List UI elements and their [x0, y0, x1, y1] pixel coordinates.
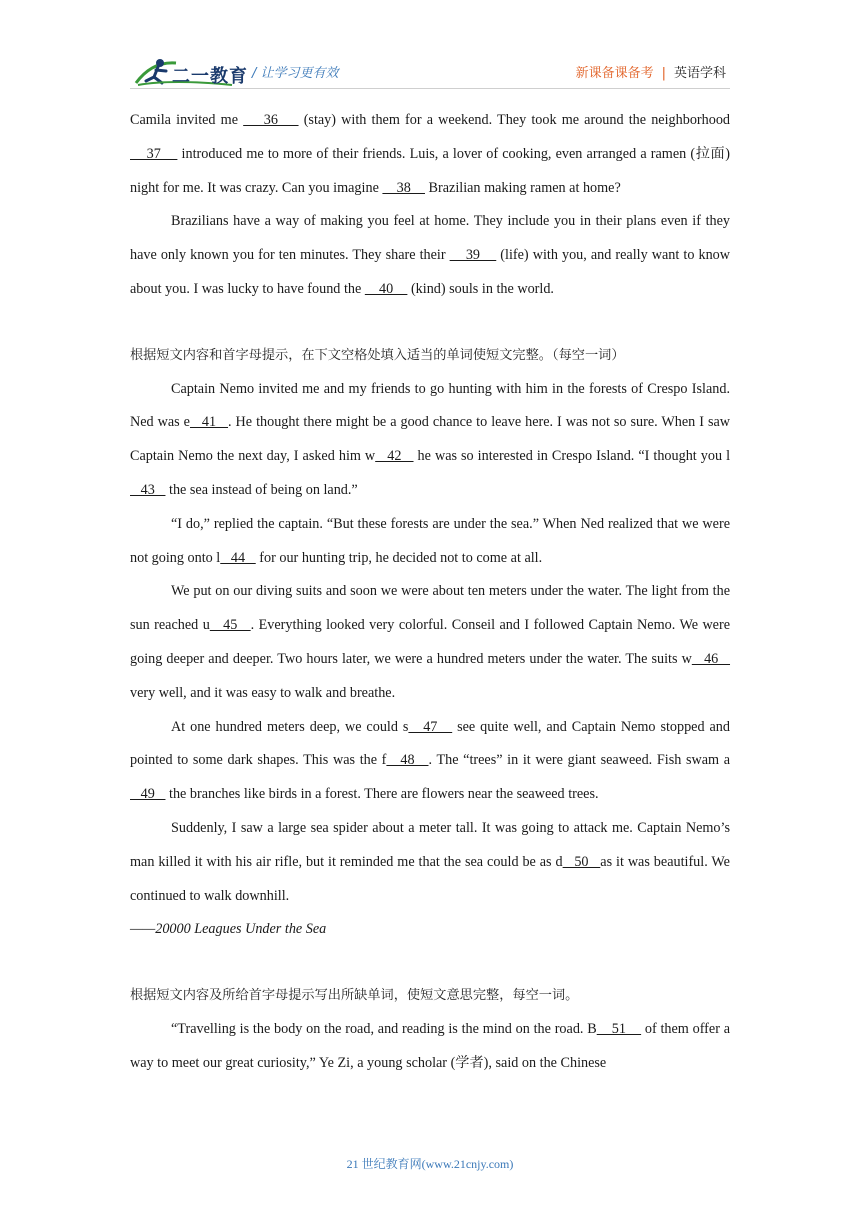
paragraph-text: Brazilian making ramen at home? — [424, 179, 621, 196]
answer-blank: 43 — [130, 481, 166, 498]
brand-logo-text: 二一教育 — [172, 66, 248, 87]
subject-label — [576, 62, 726, 81]
paragraph-text: (kind) souls in the world. — [407, 280, 554, 297]
paragraph-text: At one hundred meters deep, we could s — [171, 718, 409, 735]
paragraph-text: as it was beautiful. We continued to walk downhill. — [130, 853, 730, 904]
paragraph-text: (life) with you, and really want to know about you. I was lucky to have found the — [130, 247, 731, 297]
answer-blank: 50 — [562, 853, 601, 870]
paragraph-text: of them offer a way to meet our great curiosity,” Ye Zi, a young scholar (学者), said on the Chinese — [130, 1020, 731, 1071]
answer-blank: 49 — [130, 786, 166, 803]
paragraph — [130, 205, 730, 306]
paragraph-text: “Travelling is the body on the road, and reading is the mind on the road. B — [171, 1020, 597, 1037]
course-label: 新课备课备考 — [575, 66, 654, 81]
paragraph-text: he was so interested in Crespo Island. “I thought you l — [413, 448, 731, 465]
paragraph-text: introduced me to more of their friends. Luis, a lover of cooking, even arranged a ramen (拉面) night for me. It was crazy. Can you imagine — [130, 145, 731, 196]
source-signature: ——20000 Leagues Under the Sea — [130, 921, 327, 938]
header-separator: | — [661, 66, 666, 81]
paragraph — [130, 1013, 730, 1081]
paragraph-text: Camila invited me — [130, 112, 244, 128]
subject-name: 英语学科 — [673, 66, 726, 81]
paragraph-text: for our hunting trip, he decided not to come at all. — [255, 549, 543, 566]
answer-blank: 44 — [220, 549, 256, 566]
paragraph-text: We put on our diving suits and soon we were about ten meters under the water. The light from the sun reached u — [130, 583, 730, 634]
paragraph-text: the branches like birds in a forest. There are flowers near the seaweed trees. — [165, 786, 599, 803]
answer-blank: 42 — [375, 448, 414, 465]
brand-slogan: / 让学习更有效 — [252, 66, 339, 81]
paragraph — [130, 711, 730, 812]
paragraph-text: very well, and it was easy to walk and breathe. — [130, 684, 396, 701]
page-header — [0, 0, 860, 100]
instruction-3: 根据短文内容及所给首字母提示写出所缺单词，使短文意思完整，每空一词。 — [130, 988, 579, 1004]
paragraph-text: . Everything looked very colorful. Conseil and I followed Captain Nemo. We were going deeper and deeper. Two hours later, we were a hundred meters under the water. The suits w — [130, 617, 731, 667]
paragraph-text: see quite well, and Captain Nemo stopped and pointed to some dark shapes. This was the f — [130, 718, 730, 769]
passage-3 — [130, 1013, 730, 1081]
paragraph — [130, 812, 730, 913]
answer-blank: 37 — [130, 145, 178, 162]
paragraph-text: Captain Nemo invited me and my friends to go hunting with him in the forests of Crespo Island. Ned was e — [130, 380, 730, 431]
paragraph-text: “I do,” replied the captain. “But these forests are under the sea.” When Ned realized that we were not going onto l — [130, 515, 730, 566]
answer-blank: 39 — [449, 247, 497, 264]
paragraph-text: (stay) with them for a weekend. They took me around the neighborhood — [298, 112, 731, 128]
passage-1 — [130, 104, 730, 307]
paragraph-text: Brazilians have a way of making you feel at home. They include you in their plans even if they have only known you for ten minutes. They share their — [130, 213, 730, 264]
answer-blank: 41 — [189, 414, 229, 431]
paragraph-text: the sea instead of being on land.” — [165, 481, 358, 498]
answer-blank: 47 — [408, 718, 453, 735]
paragraph-text: Suddenly, I saw a large sea spider about a meter tall. It was going to attack me. Captain Nemo’s man killed it with his air rifle, but it reminded me that the sea could be as d — [130, 819, 730, 870]
page-footer: 21 世纪教育网(www.21cnjy.com) — [346, 1157, 514, 1171]
paragraph — [130, 508, 730, 576]
answer-blank: 45 — [209, 617, 251, 634]
answer-blank: 40 — [364, 280, 408, 297]
paragraph — [130, 373, 730, 508]
passage-2 — [130, 373, 730, 914]
header-divider — [130, 88, 730, 89]
answer-blank: 36 — [243, 112, 299, 128]
answer-blank: 38 — [382, 179, 425, 196]
paragraph-text: . He thought there might be a good chance to leave here. I was not so sure. When I saw Captain Nemo the next day, I asked him w — [130, 414, 731, 465]
instruction-2: 根据短文内容和首字母提示，在下文空格处填入适当的单词使短文完整。（每空一词） — [130, 347, 625, 363]
paragraph — [130, 575, 730, 710]
paragraph-text: . The “trees” in it were giant seaweed. Fish swam a — [428, 752, 731, 769]
document-body — [130, 104, 730, 1081]
paragraph — [130, 104, 730, 205]
answer-blank: 46 — [691, 650, 731, 667]
answer-blank: 51 — [596, 1020, 642, 1037]
answer-blank: 48 — [386, 752, 429, 769]
